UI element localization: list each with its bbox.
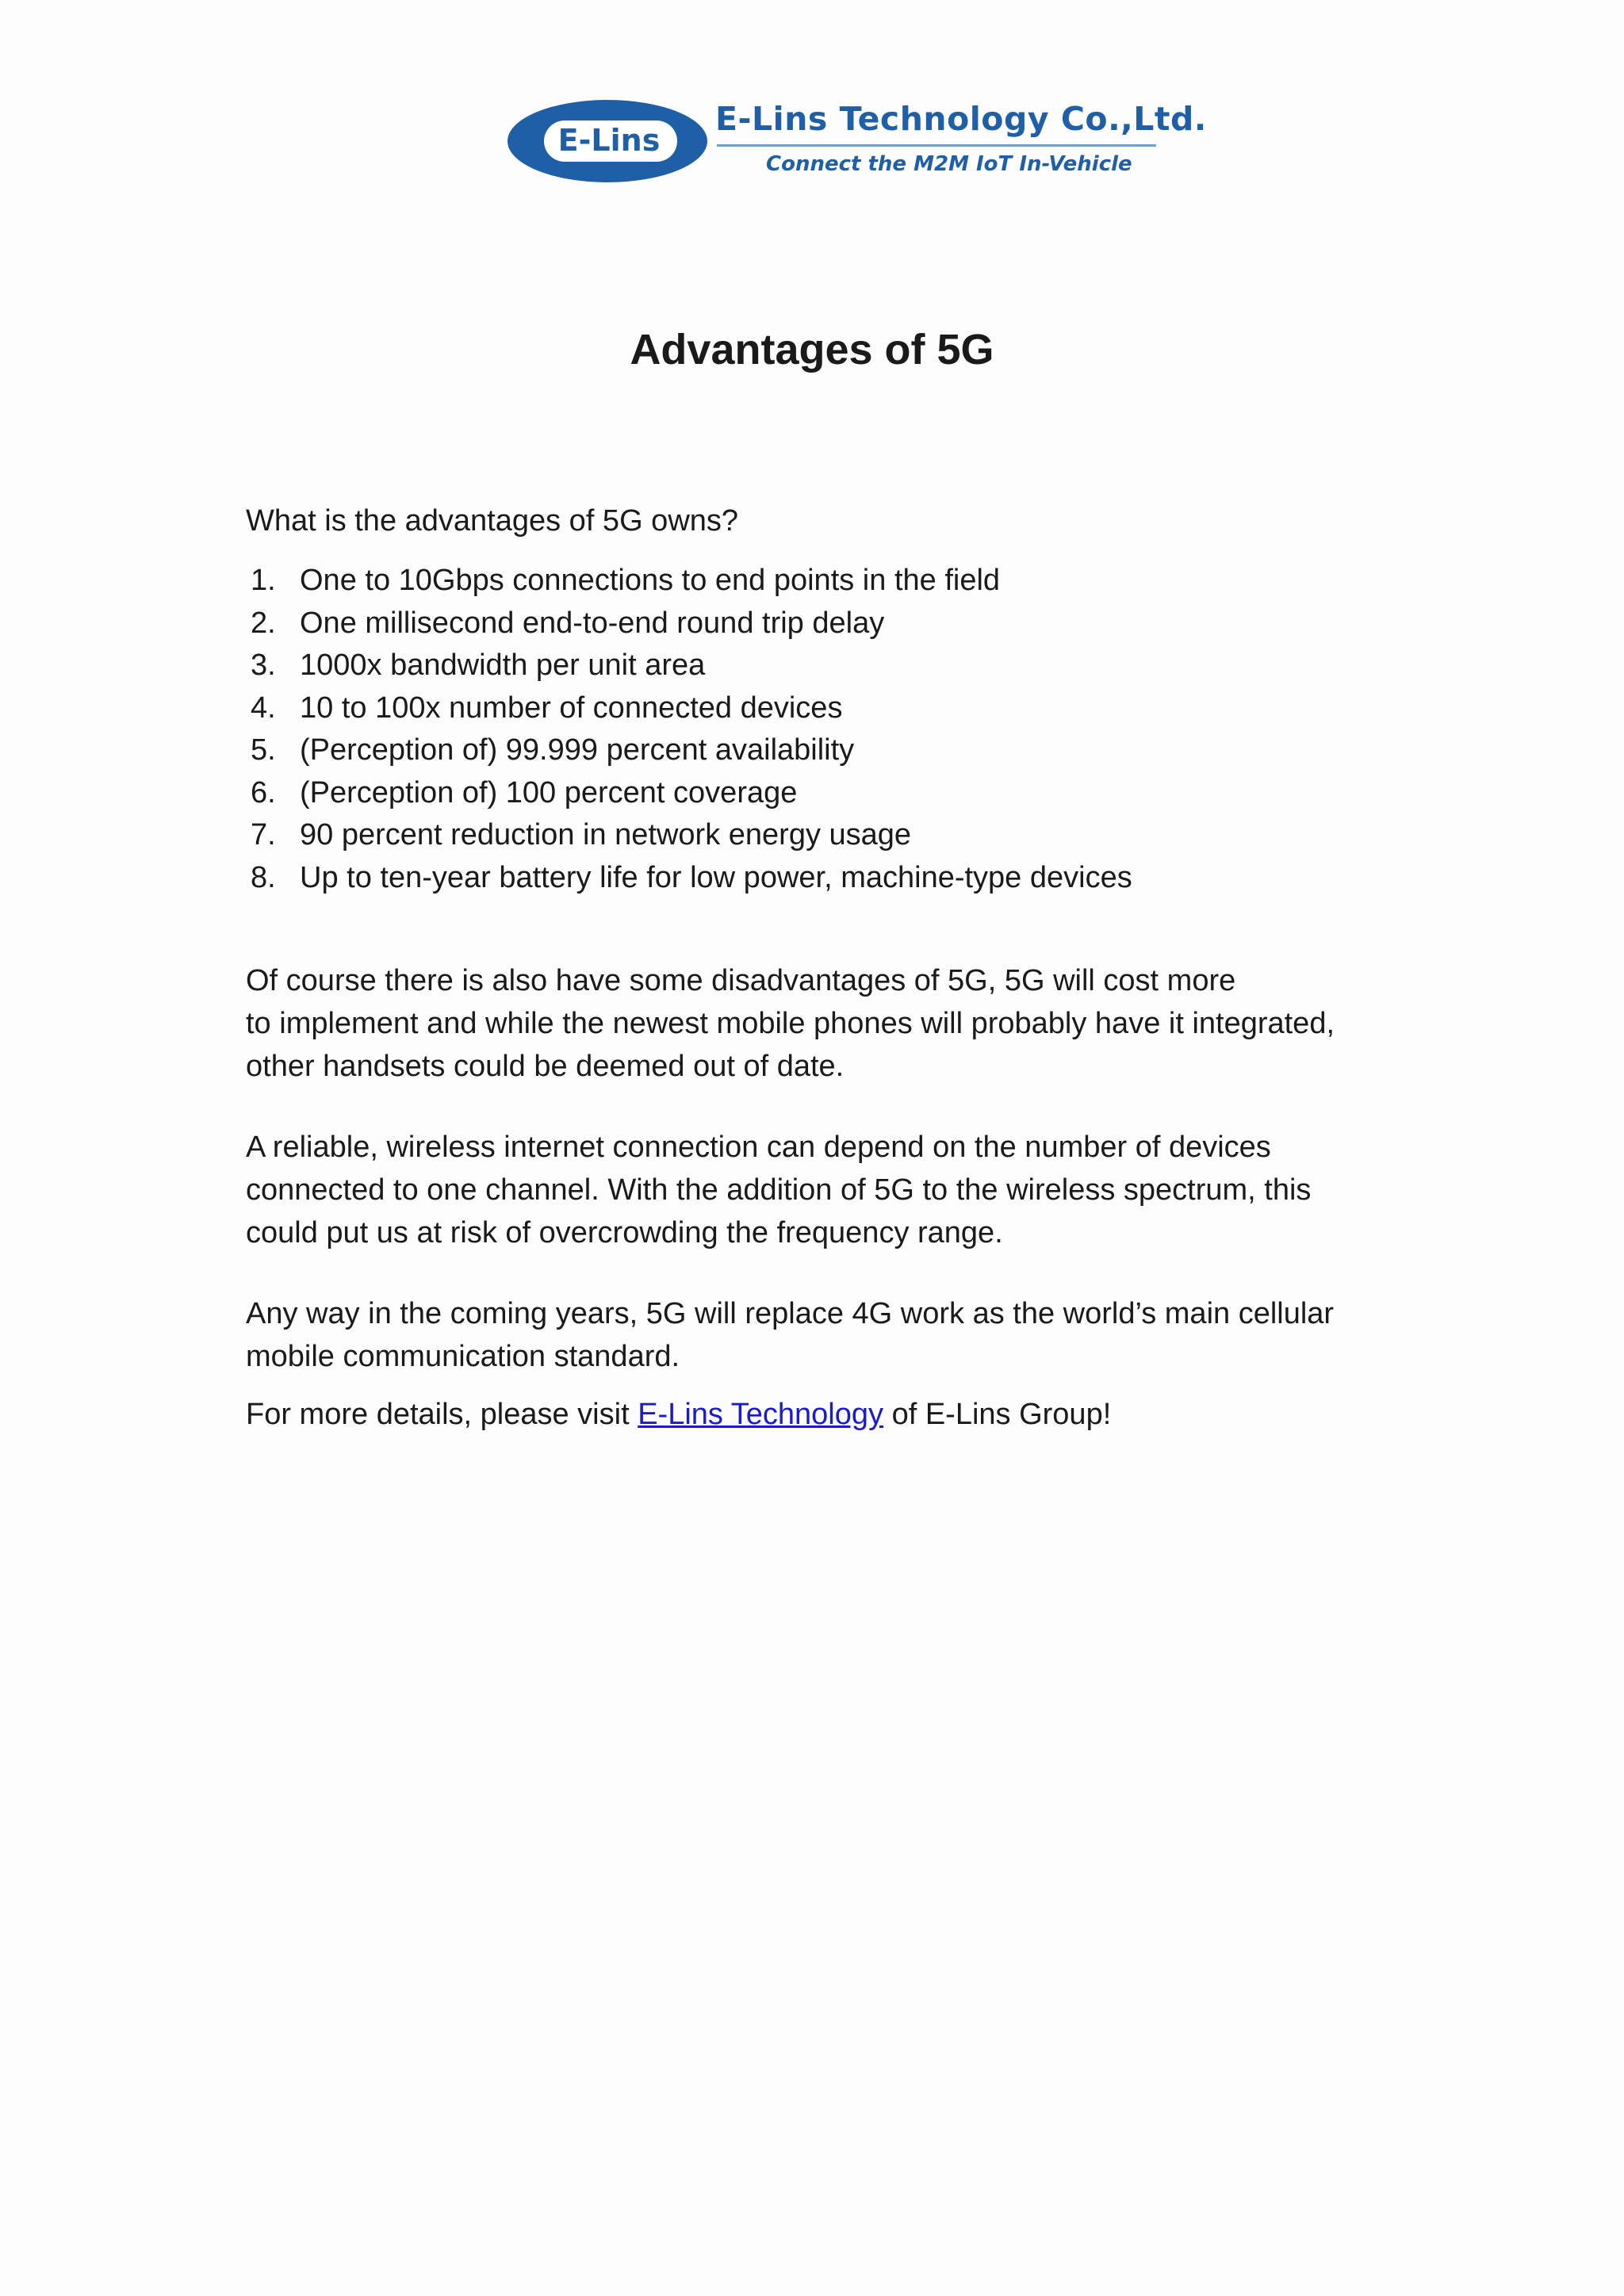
list-item <box>246 857 1404 900</box>
list-text: 1000x bandwidth per unit area <box>300 649 706 682</box>
paragraph-line: Of course there is also have some disadvantages of 5G, 5G will cost more <box>246 964 1236 997</box>
e-lins-technology-link[interactable]: E-Lins Technology <box>638 1398 884 1431</box>
list-text: (Perception of) 99.999 percent availability <box>300 733 855 767</box>
list-number: 2. <box>251 606 276 640</box>
paragraph-line: A reliable, wireless internet connection can depend on the number of devices <box>246 1131 1271 1164</box>
more-details <box>246 1393 1404 1436</box>
list-text: Up to ten-year battery life for low power, machine-type devices <box>300 860 1132 894</box>
more-details-suffix: of E-Lins Group! <box>883 1398 1112 1431</box>
intro-question: What is the advantages of 5G owns? <box>246 504 739 538</box>
paragraph-line: other handsets could be deemed out of date. <box>246 1050 845 1083</box>
list-item <box>246 560 1404 603</box>
list-number: 7. <box>251 818 276 851</box>
company-name-underline <box>717 144 1156 147</box>
paragraph-line: to implement and while the newest mobile phones will probably have it integrated, <box>246 1007 1335 1040</box>
list-number: 8. <box>251 860 276 894</box>
paragraph-line: could put us at risk of overcrowding the frequency range. <box>246 1216 1003 1249</box>
list-number: 6. <box>251 775 276 809</box>
list-item <box>246 729 1404 772</box>
reliability-paragraph <box>246 1126 1404 1254</box>
list-text: 90 percent reduction in network energy usage <box>300 818 912 851</box>
list-item <box>246 814 1404 857</box>
list-number: 3. <box>251 649 276 682</box>
company-logo <box>504 94 1207 189</box>
list-item <box>246 645 1404 687</box>
more-details-prefix: For more details, please visit <box>246 1398 638 1431</box>
company-tagline: Connect the M2M IoT In-Vehicle <box>766 152 1132 176</box>
list-text: (Perception of) 100 percent coverage <box>300 775 798 809</box>
list-item <box>246 603 1404 645</box>
paragraph-line: Any way in the coming years, 5G will replace 4G work as the world’s main cellular <box>246 1297 1335 1330</box>
outlook-paragraph <box>246 1292 1404 1378</box>
e-lins-logo-icon <box>504 94 718 189</box>
svg-text:E-Lins: E-Lins <box>557 123 661 158</box>
paragraph-line: connected to one channel. With the addition of 5G to the wireless spectrum, this <box>246 1173 1312 1207</box>
list-text: One millisecond end-to-end round trip delay <box>300 606 885 640</box>
paragraph-line: mobile communication standard. <box>246 1340 680 1373</box>
list-item <box>246 687 1404 730</box>
list-text: 10 to 100x number of connected devices <box>300 691 843 725</box>
list-item <box>246 772 1404 815</box>
list-number: 1. <box>251 564 276 597</box>
list-number: 5. <box>251 733 276 767</box>
page-title: Advantages of 5G <box>630 326 994 373</box>
advantages-list <box>246 560 1404 899</box>
company-name: E-Lins Technology Co.,Ltd. <box>715 100 1207 138</box>
disadvantages-paragraph <box>246 959 1404 1088</box>
list-number: 4. <box>251 691 276 725</box>
list-text: One to 10Gbps connections to end points in the field <box>300 564 1001 597</box>
